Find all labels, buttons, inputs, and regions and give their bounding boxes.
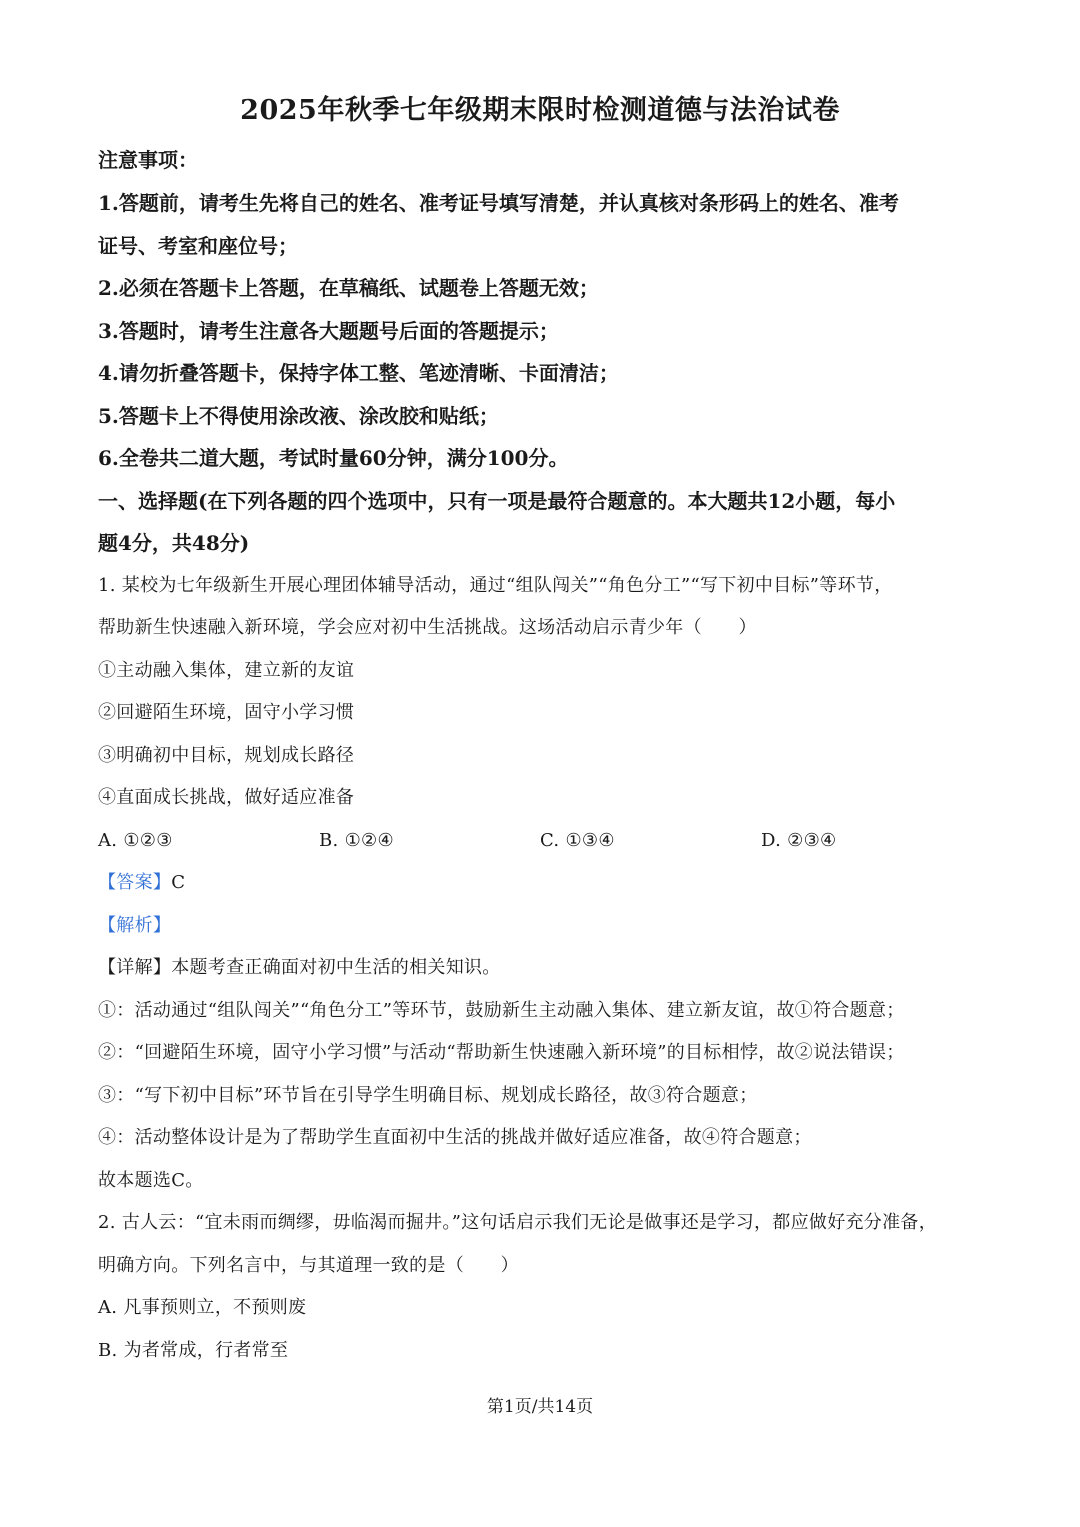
option-c: C. ①③④ <box>540 830 615 851</box>
explanation: ②：“回避陌生环境，固守小学习惯”与活动“帮助新生快速融入新环境”的目标相悖，故②说法错误； <box>98 1042 905 1063</box>
detail-tag: 【详解】 <box>98 957 172 978</box>
question-stem: 1. 某校为七年级新生开展心理团体辅导活动，通过“组队闯关”“角色分工”“写下初中目标”等环节， <box>98 575 893 596</box>
notice-item: 1.答题前，请考生先将自己的姓名、准考证号填写清楚，并认真核对条形码上的姓名、准考 <box>98 191 899 215</box>
answer-value: C <box>171 872 186 893</box>
explanation: ①：活动通过“组队闯关”“角色分工”等环节，鼓励新生主动融入集体、建立新友谊，故①符合题意； <box>98 1000 905 1021</box>
statement: ③明确初中目标，规划成长路径 <box>98 745 355 766</box>
notice-item: 6.全卷共二道大题，考试时量60分钟，满分100分。 <box>98 446 569 470</box>
option-b: B. ①②④ <box>319 830 394 851</box>
option-b: B. 为者常成，行者常至 <box>98 1340 289 1361</box>
question-stem: 帮助新生快速融入新环境，学会应对初中生活挑战。这场活动启示青少年（ ） <box>98 617 757 638</box>
detail-line <box>98 955 988 981</box>
statement: ①主动融入集体，建立新的友谊 <box>98 660 355 681</box>
notice-item: 2.必须在答题卡上答题，在草稿纸、试题卷上答题无效； <box>98 276 599 300</box>
option-a: A. ①②③ <box>98 830 173 851</box>
answer-tag: 【答案】 <box>98 872 172 893</box>
page-title: 2025年秋季七年级期末限时检测道德与法治试卷 <box>240 95 840 126</box>
statement: ④直面成长挑战，做好适应准备 <box>98 787 355 808</box>
notice-heading: 注意事项： <box>98 148 198 172</box>
notice-item: 4.请勿折叠答题卡，保持字体工整、笔迹清晰、卡面清洁； <box>98 361 619 385</box>
page-number: 第1页/共14页 <box>486 1397 594 1417</box>
question-stem: 明确方向。下列名言中，与其道理一致的是（ ） <box>98 1255 519 1276</box>
explanation: ④：活动整体设计是为了帮助学生直面初中生活的挑战并做好适应准备，故④符合题意； <box>98 1127 812 1148</box>
notice-item: 证号、考室和座位号； <box>98 234 298 258</box>
explanation: ③：“写下初中目标”环节旨在引导学生明确目标、规划成长路径，故③符合题意； <box>98 1085 758 1106</box>
notice-item: 5.答题卡上不得使用涂改液、涂改胶和贴纸； <box>98 404 499 428</box>
answer-line <box>98 870 988 896</box>
answer-options <box>98 828 988 854</box>
option-d: D. ②③④ <box>761 830 837 851</box>
section-heading: 一、选择题(在下列各题的四个选项中，只有一项是最符合题意的。本大题共12小题，每小 <box>98 489 896 513</box>
analysis-tag: 【解析】 <box>98 915 172 936</box>
detail-intro: 本题考查正确面对初中生活的相关知识。 <box>171 957 501 978</box>
section-heading: 题4分，共48分) <box>98 531 250 555</box>
notice-item: 3.答题时，请考生注意各大题题号后面的答题提示； <box>98 319 559 343</box>
statement: ②回避陌生环境，固守小学习惯 <box>98 702 355 723</box>
explanation: 故本题选C。 <box>98 1170 204 1191</box>
option-a: A. 凡事预则立，不预则废 <box>98 1297 307 1318</box>
question-stem: 2. 古人云：“宜未雨而绸缪，毋临渴而掘井。”这句话启示我们无论是做事还是学习，都应做好充分准备， <box>98 1212 937 1233</box>
